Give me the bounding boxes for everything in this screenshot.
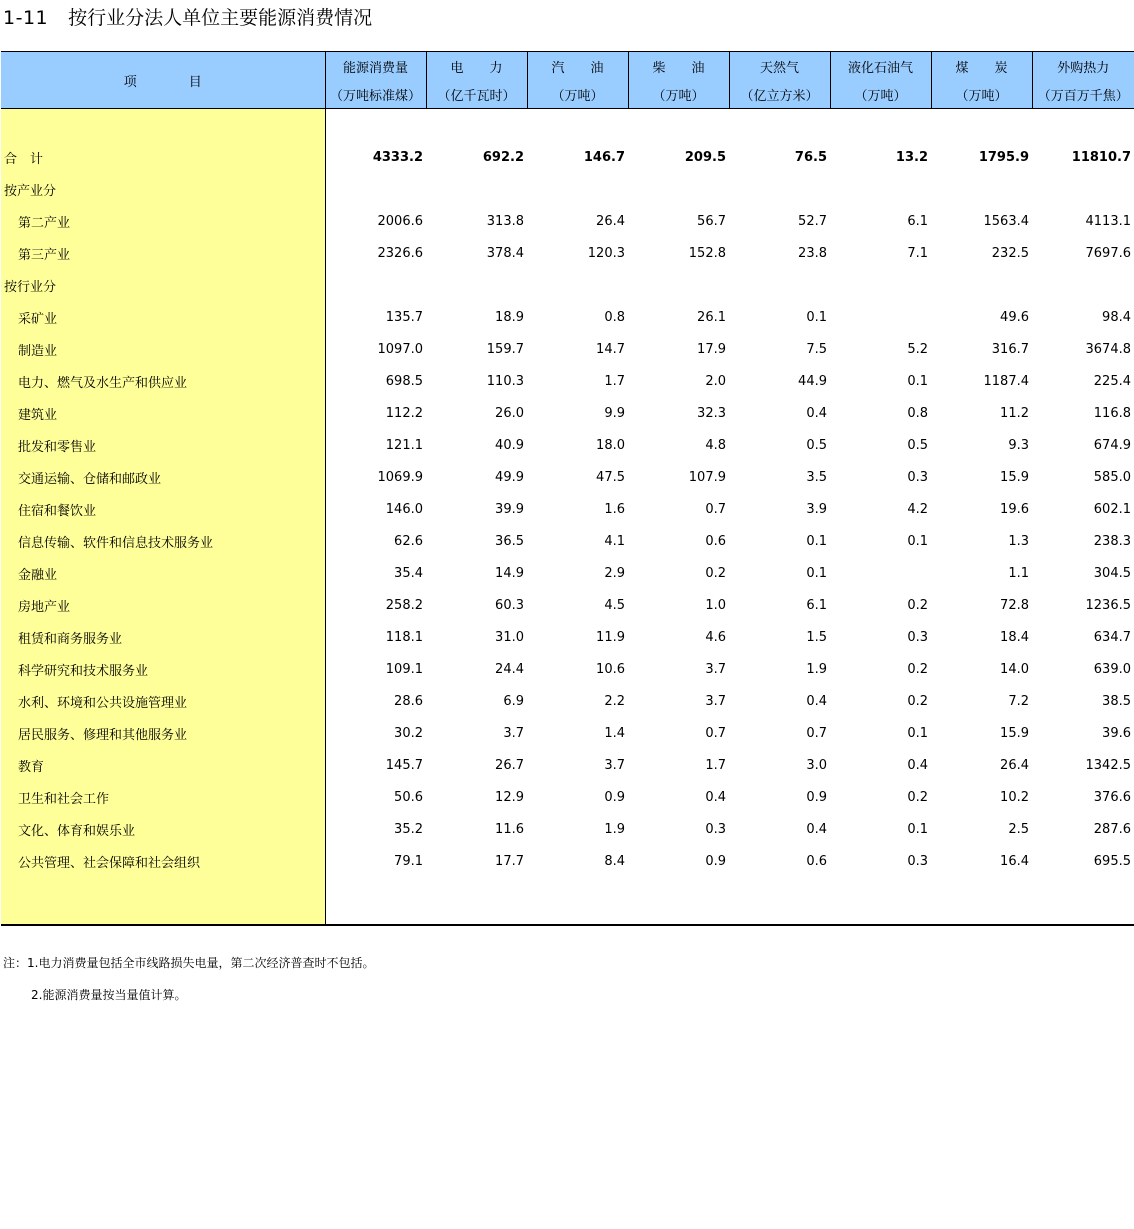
row-label: 批发和零售业: [1, 429, 325, 461]
row-value: 145.7: [385, 757, 423, 773]
row-value: 15.9: [1000, 469, 1029, 485]
row-value: 121.1: [385, 437, 423, 453]
row-value: 26.0: [495, 405, 524, 421]
table-row: [1, 557, 1134, 589]
row-value: 44.9: [798, 373, 827, 389]
row-value: 0.3: [907, 853, 928, 869]
row-value: [830, 301, 931, 333]
row-value: 17.7: [495, 853, 524, 869]
row-value: 1.0: [705, 597, 726, 613]
row-value: 7.2: [1008, 693, 1029, 709]
row-value: 0.1: [907, 725, 928, 741]
row-value: 120.3: [587, 245, 625, 261]
row-value: 19.6: [1000, 501, 1029, 517]
table-row: [1, 429, 1134, 461]
row-value: 60.3: [495, 597, 524, 613]
row-value: [830, 557, 931, 589]
row-value: 11.6: [495, 821, 524, 837]
row-label: 按行业分: [1, 269, 325, 301]
row-value: 98.4: [1102, 309, 1131, 325]
table-row: [1, 685, 1134, 717]
row-value: 0.4: [806, 405, 827, 421]
table-row: [1, 269, 1134, 301]
row-value: 634.7: [1093, 629, 1131, 645]
row-value: 17.9: [697, 341, 726, 357]
table-row: [1, 493, 1134, 525]
table-row: [1, 589, 1134, 621]
row-value: 35.4: [394, 565, 423, 581]
row-label: 建筑业: [1, 397, 325, 429]
row-value: 0.7: [705, 725, 726, 741]
header-col-diesel: 柴 油 （万吨）: [628, 52, 729, 109]
table-title: 按行业分法人单位主要能源消费情况: [68, 7, 373, 29]
row-label: 住宿和餐饮业: [1, 493, 325, 525]
row-label: 交通运输、仓储和邮政业: [1, 461, 325, 493]
row-value: 62.6: [394, 533, 423, 549]
row-value: 209.5: [684, 149, 726, 165]
row-value: 72.8: [1000, 597, 1029, 613]
table-row: [1, 461, 1134, 493]
row-value: 1.7: [604, 373, 625, 389]
row-value: 39.6: [1102, 725, 1131, 741]
row-value: 109.1: [385, 661, 423, 677]
row-value: 11810.7: [1071, 149, 1131, 165]
row-value: 698.5: [385, 373, 423, 389]
row-value: 692.2: [482, 149, 524, 165]
table-body: [1, 109, 1134, 926]
row-value: 31.0: [495, 629, 524, 645]
row-value: 146.0: [385, 501, 423, 517]
row-value: 3.7: [705, 693, 726, 709]
row-value: 0.1: [806, 309, 827, 325]
row-value: 5.2: [907, 341, 928, 357]
row-label: 电力、燃气及水生产和供应业: [1, 365, 325, 397]
row-value: 26.4: [596, 213, 625, 229]
row-value: 376.6: [1093, 789, 1131, 805]
row-value: 0.4: [806, 821, 827, 837]
row-label: 租赁和商务服务业: [1, 621, 325, 653]
row-value: 3674.8: [1085, 341, 1131, 357]
row-value: 1.9: [604, 821, 625, 837]
row-value: 135.7: [385, 309, 423, 325]
row-value: 14.7: [596, 341, 625, 357]
row-value: 16.4: [1000, 853, 1029, 869]
table-row: [1, 749, 1134, 781]
table-row: [1, 237, 1134, 269]
row-value: 1.7: [705, 757, 726, 773]
row-value: 7697.6: [1085, 245, 1131, 261]
row-value: 0.4: [705, 789, 726, 805]
row-value: 26.7: [495, 757, 524, 773]
row-value: 47.5: [596, 469, 625, 485]
row-label: 金融业: [1, 557, 325, 589]
row-label: 第三产业: [1, 237, 325, 269]
row-value: 0.1: [907, 373, 928, 389]
row-value: 116.8: [1093, 405, 1131, 421]
row-value: 313.8: [486, 213, 524, 229]
row-label: 房地产业: [1, 589, 325, 621]
table-row: [1, 845, 1134, 877]
row-value: 26.4: [1000, 757, 1029, 773]
row-value: 26.1: [697, 309, 726, 325]
row-value: 40.9: [495, 437, 524, 453]
table-row: [1, 205, 1134, 237]
row-value: 79.1: [394, 853, 423, 869]
row-value: 2.2: [604, 693, 625, 709]
row-value: 602.1: [1093, 501, 1131, 517]
row-value: 6.1: [806, 597, 827, 613]
header-item: 项 目: [1, 52, 325, 109]
table-row: [1, 813, 1134, 845]
row-value: 32.3: [697, 405, 726, 421]
row-value: 6.9: [503, 693, 524, 709]
row-value: 1.4: [604, 725, 625, 741]
header-col-coal: 煤 炭 （万吨）: [931, 52, 1032, 109]
row-label: 第二产业: [1, 205, 325, 237]
row-value: 0.1: [806, 565, 827, 581]
row-value: 287.6: [1093, 821, 1131, 837]
row-value: 304.5: [1093, 565, 1131, 581]
row-value: 2.0: [705, 373, 726, 389]
row-value: 0.3: [907, 629, 928, 645]
row-value: [527, 173, 628, 205]
row-value: [931, 269, 1032, 301]
row-value: 225.4: [1093, 373, 1131, 389]
row-value: 0.5: [907, 437, 928, 453]
row-value: 0.8: [907, 405, 928, 421]
row-value: 1097.0: [377, 341, 423, 357]
row-value: [628, 269, 729, 301]
table-row: [1, 781, 1134, 813]
row-value: 14.0: [1000, 661, 1029, 677]
row-value: 2006.6: [377, 213, 423, 229]
footnote-2: 2.能源消费量按当量值计算。: [31, 988, 187, 1002]
row-value: 18.9: [495, 309, 524, 325]
row-label: 教育: [1, 749, 325, 781]
row-value: [325, 269, 426, 301]
row-value: 52.7: [798, 213, 827, 229]
row-value: 0.3: [705, 821, 726, 837]
row-value: 0.2: [907, 789, 928, 805]
row-value: [830, 173, 931, 205]
row-label: 合 计: [1, 141, 325, 173]
row-value: 3.9: [806, 501, 827, 517]
row-value: [931, 173, 1032, 205]
row-value: 1795.9: [978, 149, 1029, 165]
row-value: 2.9: [604, 565, 625, 581]
row-value: 3.7: [705, 661, 726, 677]
row-value: 7.1: [907, 245, 928, 261]
header-col-gasoline: 汽 油 （万吨）: [527, 52, 628, 109]
row-value: 0.2: [907, 597, 928, 613]
row-value: 3.5: [806, 469, 827, 485]
row-value: 639.0: [1093, 661, 1131, 677]
table-row: [1, 301, 1134, 333]
row-label: 公共管理、社会保障和社会组织: [1, 845, 325, 877]
row-value: [729, 173, 830, 205]
row-value: 38.5: [1102, 693, 1131, 709]
header-col-lpg: 液化石油气 （万吨）: [830, 52, 931, 109]
row-value: 50.6: [394, 789, 423, 805]
row-value: 0.6: [705, 533, 726, 549]
row-value: 0.8: [604, 309, 625, 325]
row-value: 1187.4: [983, 373, 1029, 389]
table-row: [1, 173, 1134, 205]
row-label: 居民服务、修理和其他服务业: [1, 717, 325, 749]
row-value: 15.9: [1000, 725, 1029, 741]
row-value: 378.4: [486, 245, 524, 261]
row-value: 152.8: [688, 245, 726, 261]
table-row: [1, 621, 1134, 653]
row-value: 2.5: [1008, 821, 1029, 837]
footnote-1: 注：1.电力消费量包括全市线路损失电量，第二次经济普查时不包括。: [3, 956, 375, 970]
row-value: 0.1: [806, 533, 827, 549]
row-value: 258.2: [385, 597, 423, 613]
row-value: 9.9: [604, 405, 625, 421]
row-value: 316.7: [991, 341, 1029, 357]
row-value: 0.9: [604, 789, 625, 805]
row-value: 0.2: [907, 693, 928, 709]
row-label: 采矿业: [1, 301, 325, 333]
row-value: 0.9: [705, 853, 726, 869]
table-row: [1, 525, 1134, 557]
row-value: 1.1: [1008, 565, 1029, 581]
row-label: 文化、体育和娱乐业: [1, 813, 325, 845]
row-value: 3.7: [503, 725, 524, 741]
row-value: [426, 173, 527, 205]
row-value: [628, 173, 729, 205]
row-label: 制造业: [1, 333, 325, 365]
row-label: 科学研究和技术服务业: [1, 653, 325, 685]
table-row: [1, 333, 1134, 365]
row-value: 11.9: [596, 629, 625, 645]
row-label: 按产业分: [1, 173, 325, 205]
energy-table: [1, 51, 1134, 926]
row-value: 1342.5: [1085, 757, 1131, 773]
row-value: 23.8: [798, 245, 827, 261]
row-value: [1032, 269, 1134, 301]
row-value: 0.2: [907, 661, 928, 677]
row-value: 4.1: [604, 533, 625, 549]
row-value: 76.5: [794, 149, 827, 165]
row-value: 0.4: [806, 693, 827, 709]
row-value: 118.1: [385, 629, 423, 645]
row-value: [729, 269, 830, 301]
row-value: 695.5: [1093, 853, 1131, 869]
row-value: 10.6: [596, 661, 625, 677]
table-number: 1-11: [3, 7, 49, 29]
row-value: 30.2: [394, 725, 423, 741]
row-value: 4.8: [705, 437, 726, 453]
row-value: 7.5: [806, 341, 827, 357]
spacer-row: [1, 877, 1134, 925]
row-value: 1236.5: [1085, 597, 1131, 613]
row-value: 12.9: [495, 789, 524, 805]
row-value: 49.9: [495, 469, 524, 485]
row-value: 4.2: [907, 501, 928, 517]
row-value: 4.6: [705, 629, 726, 645]
row-value: 18.0: [596, 437, 625, 453]
row-value: 24.4: [495, 661, 524, 677]
row-value: 56.7: [697, 213, 726, 229]
row-value: 0.1: [907, 821, 928, 837]
row-value: [527, 269, 628, 301]
table-row: [1, 653, 1134, 685]
row-value: [426, 269, 527, 301]
row-value: 0.5: [806, 437, 827, 453]
row-value: 1.5: [806, 629, 827, 645]
row-label: 信息传输、软件和信息技术服务业: [1, 525, 325, 557]
row-value: 14.9: [495, 565, 524, 581]
row-value: 0.6: [806, 853, 827, 869]
row-value: 107.9: [688, 469, 726, 485]
row-value: 1.9: [806, 661, 827, 677]
row-value: [1032, 173, 1134, 205]
row-label: 水利、环境和公共设施管理业: [1, 685, 325, 717]
row-value: 3.7: [604, 757, 625, 773]
row-value: 110.3: [486, 373, 524, 389]
table-row: [1, 717, 1134, 749]
row-value: 159.7: [486, 341, 524, 357]
page-title: [3, 6, 372, 30]
footnotes: [3, 947, 374, 1011]
header-col-energy: 能源消费量 （万吨标准煤）: [325, 52, 426, 109]
row-value: 4113.1: [1085, 213, 1131, 229]
header-col-electricity: 电 力 （亿千瓦时）: [426, 52, 527, 109]
row-value: 0.7: [705, 501, 726, 517]
row-value: 146.7: [583, 149, 625, 165]
row-value: 9.3: [1008, 437, 1029, 453]
row-value: 3.0: [806, 757, 827, 773]
table-row: [1, 397, 1134, 429]
row-value: 674.9: [1093, 437, 1131, 453]
row-value: 0.3: [907, 469, 928, 485]
table-row: [1, 141, 1134, 173]
row-value: 28.6: [394, 693, 423, 709]
spacer-row: [1, 109, 1134, 142]
row-value: 238.3: [1093, 533, 1131, 549]
row-value: 0.4: [907, 757, 928, 773]
row-value: 2326.6: [377, 245, 423, 261]
row-value: 13.2: [895, 149, 928, 165]
row-value: 6.1: [907, 213, 928, 229]
row-value: 0.2: [705, 565, 726, 581]
row-value: 18.4: [1000, 629, 1029, 645]
row-value: 11.2: [1000, 405, 1029, 421]
row-value: 0.1: [907, 533, 928, 549]
row-value: 36.5: [495, 533, 524, 549]
row-value: [325, 173, 426, 205]
table-header: [1, 52, 1134, 109]
header-col-natural-gas: 天然气 （亿立方米）: [729, 52, 830, 109]
row-value: 49.6: [1000, 309, 1029, 325]
row-value: 112.2: [385, 405, 423, 421]
row-value: 4333.2: [372, 149, 423, 165]
row-value: 4.5: [604, 597, 625, 613]
row-value: 1.3: [1008, 533, 1029, 549]
row-value: 1563.4: [983, 213, 1029, 229]
row-value: 0.7: [806, 725, 827, 741]
row-value: 39.9: [495, 501, 524, 517]
row-value: 1.6: [604, 501, 625, 517]
row-label: 卫生和社会工作: [1, 781, 325, 813]
row-value: 8.4: [604, 853, 625, 869]
row-value: 35.2: [394, 821, 423, 837]
row-value: 0.9: [806, 789, 827, 805]
row-value: 10.2: [1000, 789, 1029, 805]
row-value: 585.0: [1093, 469, 1131, 485]
row-value: 232.5: [991, 245, 1029, 261]
table-row: [1, 365, 1134, 397]
header-col-heat: 外购热力 （万百万千焦）: [1032, 52, 1134, 109]
row-value: 1069.9: [377, 469, 423, 485]
row-value: [830, 269, 931, 301]
